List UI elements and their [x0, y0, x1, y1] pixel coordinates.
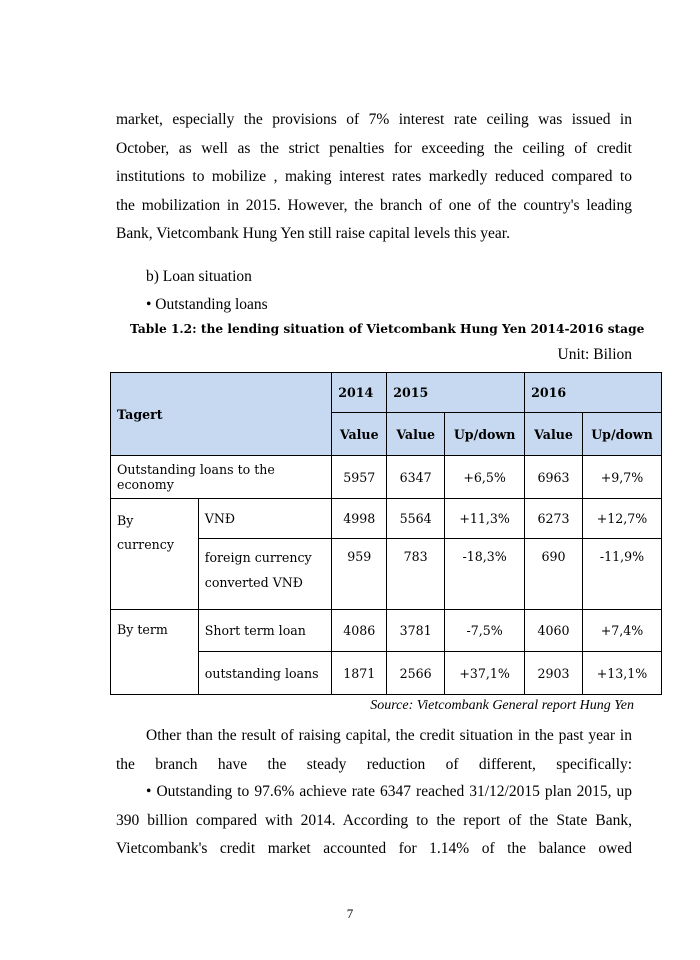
page-number: 7 [346, 906, 354, 921]
table-cell: 4998 [332, 499, 387, 539]
table-cell: 959 [332, 539, 387, 610]
table-cell: +11,3% [445, 499, 525, 539]
table-cell: 690 [525, 539, 583, 610]
lending-table [110, 372, 662, 695]
intro-line: the mobilization in 2015. However, the branch of one of the country's leading [116, 196, 632, 214]
table-cell: +7,4% [583, 610, 662, 652]
section-heading: b) Loan situation [146, 268, 252, 285]
intro-line: October, as well as the strict penalties for exceeding the ceiling of credit [116, 139, 632, 157]
row-label: Short term loan [198, 610, 331, 652]
table-cell: +12,7% [583, 499, 662, 539]
table-cell: -11,9% [583, 539, 662, 610]
row-label: VNĐ [198, 499, 331, 539]
table-cell: 4060 [525, 610, 583, 652]
intro-line: market, especially the provisions of 7% interest rate ceiling was issued in [116, 111, 632, 128]
table-cell: +9,7% [583, 456, 662, 499]
table-caption: Table 1.2: the lending situation of Vietcombank Hung Yen 2014-2016 stage [130, 322, 645, 336]
table-cell: -18,3% [445, 539, 525, 610]
row-label: outstanding loans [198, 652, 331, 695]
year-header: 2015 [387, 373, 525, 413]
year-header: 2014 [332, 373, 387, 413]
table-row [111, 499, 662, 539]
table-cell: 3781 [387, 610, 445, 652]
table-cell: +37,1% [445, 652, 525, 695]
table-header-row [111, 373, 662, 413]
table-cell: +6,5% [445, 456, 525, 499]
table-cell: 6273 [525, 499, 583, 539]
sub-header: Value [387, 413, 445, 456]
sub-header: Value [525, 413, 583, 456]
unit-label: Unit: Bilion [557, 346, 632, 363]
table-cell: 2566 [387, 652, 445, 695]
intro-line: Bank, Vietcombank Hung Yen still raise capital levels this year. [116, 225, 510, 242]
table-cell: +13,1% [583, 652, 662, 695]
bullet-heading: • Outstanding loans [146, 296, 268, 313]
table-cell: 5957 [332, 456, 387, 499]
table-cell: 6347 [387, 456, 445, 499]
table-cell: 6963 [525, 456, 583, 499]
credit-paragraph: Other than the result of raising capital, the credit situation in the past year in the branch have the steady reduction of different, specifically: [116, 727, 632, 773]
table-row [111, 456, 662, 499]
outstanding-paragraph: • Outstanding to 97.6% achieve rate 6347 reached 31/12/2015 plan 2015, up 390 billion compared with 2014. According to the report of the State Bank, Vietcombank's credit market accounted for 1.14% of the balance owed [116, 783, 632, 857]
table-row [111, 610, 662, 652]
table-cell: -7,5% [445, 610, 525, 652]
sub-header: Value [332, 413, 387, 456]
group-label-currency: By currency [111, 499, 199, 610]
table-cell: 1871 [332, 652, 387, 695]
table-cell: 2903 [525, 652, 583, 695]
year-header: 2016 [525, 373, 662, 413]
sub-header: Up/down [445, 413, 525, 456]
row-label: Outstanding loans to the economy [111, 456, 332, 499]
table-source: Source: Vietcombank General report Hung Yen [370, 698, 634, 713]
sub-header: Up/down [583, 413, 662, 456]
target-header: Tagert [111, 373, 332, 456]
intro-line: institutions to mobilize , making interest rates markedly reduced compared to [116, 168, 632, 185]
table-cell: 783 [387, 539, 445, 610]
table-cell: 4086 [332, 610, 387, 652]
table-cell: 5564 [387, 499, 445, 539]
row-label: foreign currency converted VNĐ [198, 539, 331, 610]
group-label-term: By term [111, 610, 199, 695]
